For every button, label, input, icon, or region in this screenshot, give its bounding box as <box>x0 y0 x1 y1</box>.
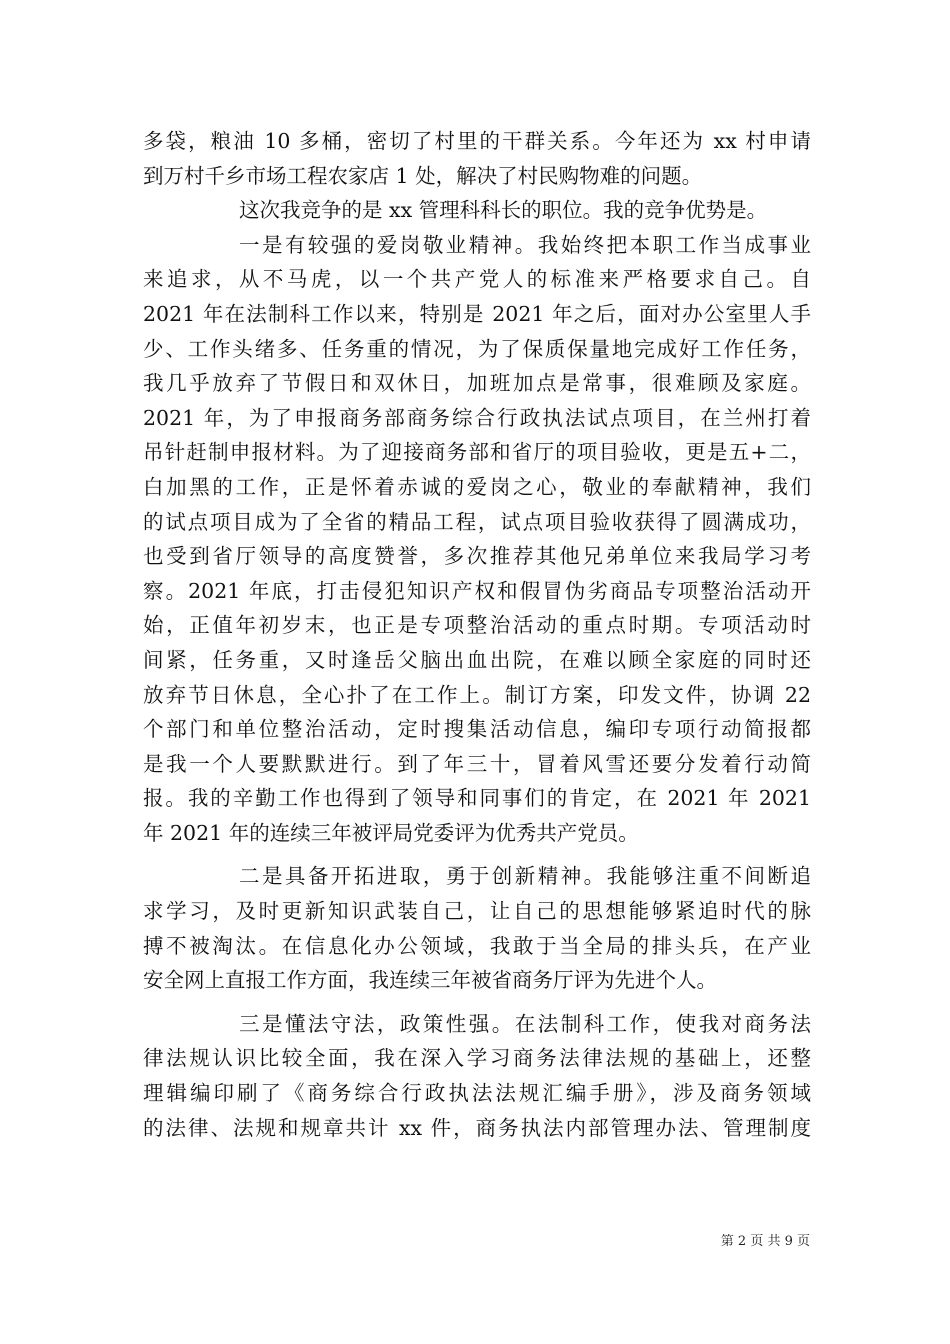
text-line: 白加黑的工作，正是怀着赤诚的爱岗之心，敬业的奉献精神，我们 <box>143 474 811 499</box>
text-line: 搏不被淘汰。在信息化办公领域，我敢于当全局的排头兵，在产业 <box>143 933 811 958</box>
body-text <box>143 124 811 1145</box>
text-line: 个部门和单位整治活动，定时搜集活动信息，编印专项行动简报都 <box>143 717 811 742</box>
text-line: 求学习，及时更新知识武装自己，让自己的思想能够紧追时代的脉 <box>143 899 811 924</box>
text-line: 2021 年在法制科工作以来，特别是 2021 年之后，面对办公室里人手 <box>143 301 811 326</box>
text-line: 2021 年，为了申报商务部商务综合行政执法试点项目，在兰州打着 <box>143 405 811 430</box>
text-line: 吊针赶制申报材料。为了迎接商务部和省厅的项目验收，更是五+二， <box>143 440 811 465</box>
text-line: 始，正值年初岁末，也正是专项整治活动的重点时期。专项活动时 <box>143 613 811 638</box>
text-line: 放弃节日休息，全心扑了在工作上。制订方案，印发文件，协调 22 <box>143 682 811 707</box>
text-line: 是我一个人要默默进行。到了年三十，冒着风雪还要分发着行动简 <box>143 751 811 776</box>
text-line: 安全网上直报工作方面，我连续三年被省商务厅评为先进个人。 <box>143 968 717 993</box>
text-line: 律法规认识比较全面，我在深入学习商务法律法规的基础上，还整 <box>143 1046 811 1071</box>
text-line: 年 2021 年的连续三年被评局党委评为优秀共产党员。 <box>143 820 639 845</box>
text-line: 少、工作头绪多、任务重的情况，为了保质保量地完成好工作任务， <box>143 336 811 361</box>
text-line: 理辑编印刷了《商务综合行政执法法规汇编手册》，涉及商务领域 <box>143 1081 811 1106</box>
text-line: 也受到省厅领导的高度赞誉，多次推荐其他兄弟单位来我局学习考 <box>143 544 811 569</box>
text-line: 我几乎放弃了节假日和双休日，加班加点是常事，很难顾及家庭。 <box>143 371 811 396</box>
text-line: 三是懂法守法，政策性强。在法制科工作，使我对商务法 <box>239 1011 811 1036</box>
text-line: 报。我的辛勤工作也得到了领导和同事们的肯定，在 2021 年 2021 <box>143 786 811 811</box>
text-line: 的法律、法规和规章共计 xx 件，商务执法内部管理办法、管理制度 <box>143 1115 811 1140</box>
text-line: 多袋，粮油 10 多桶，密切了村里的干群关系。今年还为 xx 村申请 <box>143 129 811 153</box>
page-number: 第 2 页 共 9 页 <box>720 1234 810 1249</box>
text-line: 二是具备开拓进取，勇于创新精神。我能够注重不间断追 <box>239 864 811 889</box>
text-line: 来追求，从不马虎，以一个共产党人的标准来严格要求自己。自 <box>143 267 811 292</box>
text-line: 一是有较强的爱岗敬业精神。我始终把本职工作当成事业 <box>239 232 811 257</box>
text-line: 这次我竞争的是 xx 管理科科长的职位。我的竞争优势是。 <box>239 198 768 223</box>
text-line: 察。2021 年底，打击侵犯知识产权和假冒伪劣商品专项整治活动开 <box>143 578 811 603</box>
text-line: 到万村千乡市场工程农家店 1 处，解决了村民购物难的问题。 <box>143 163 703 188</box>
text-line: 的试点项目成为了全省的精品工程，试点项目验收获得了圆满成功， <box>143 509 811 534</box>
text-line: 间紧，任务重，又时逢岳父脑出血出院，在难以顾全家庭的同时还 <box>143 647 811 672</box>
